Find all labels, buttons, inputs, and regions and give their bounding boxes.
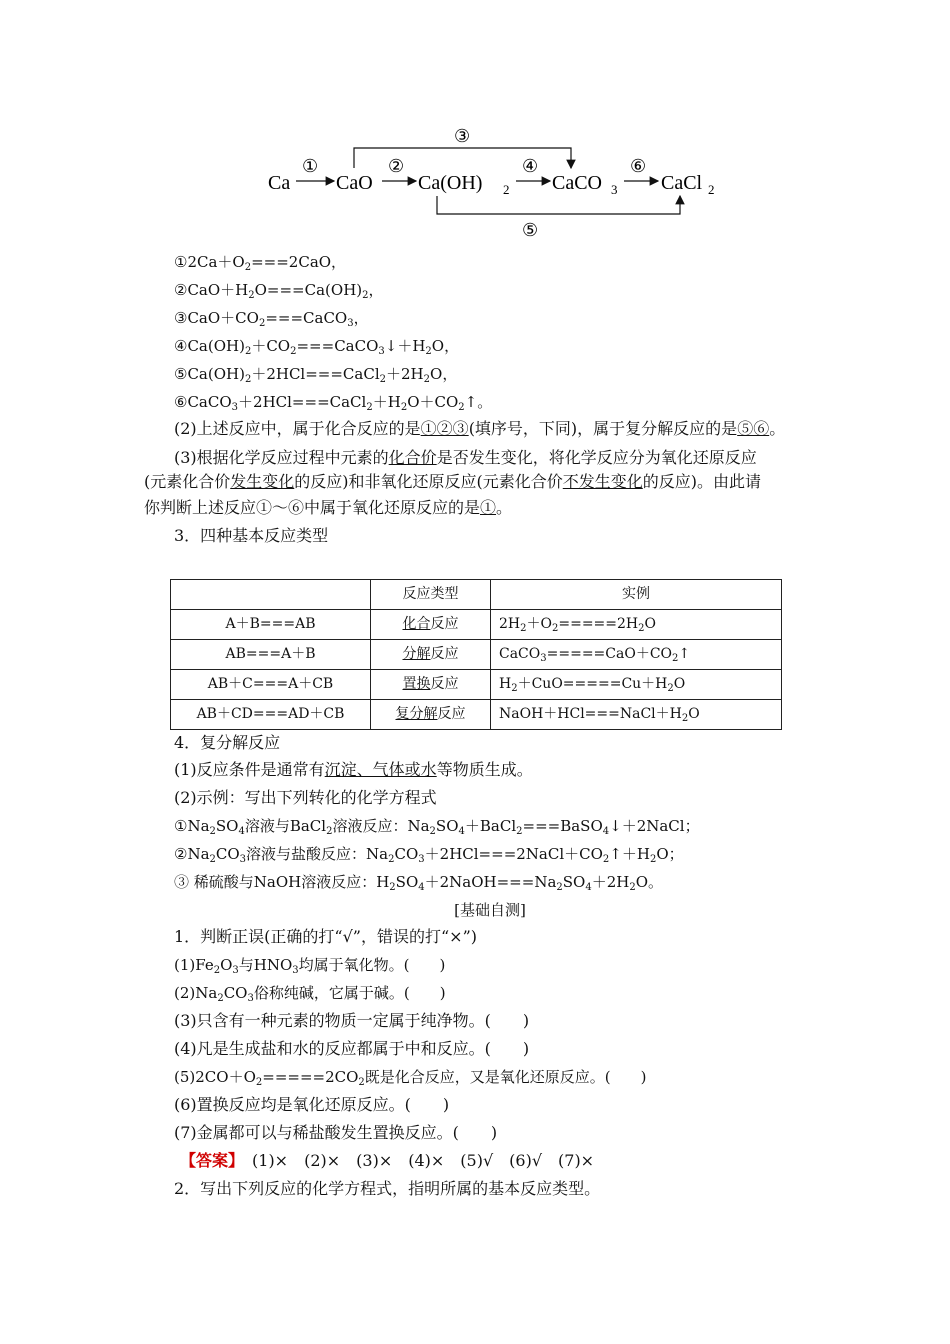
question-1-item: $(5)2CO+O_2=====2CO_2$既是化合反应，又是氧化还原反应。( ) (174, 1068, 647, 1088)
table-cell-type: 分解反应 (371, 640, 491, 670)
paragraph-3-line2: (元素化合价发生变化的反应)和非氧化还原反应(元素化合价不发生变化的反应)。由此请 (144, 472, 762, 491)
table-cell-type: 置换反应 (371, 670, 491, 700)
section-4-p1: (1)反应条件是通常有沉淀、气体或水等物质生成。 (174, 760, 533, 779)
table-row (171, 700, 782, 730)
equation-5: $⑤Ca(OH)_2+2HCl===CaCl_2+2H_2O$， (174, 365, 458, 385)
table-cell-type: 复分解反应 (371, 700, 491, 730)
species-caco3-sub: 3 (611, 182, 618, 197)
table-row (171, 640, 782, 670)
paragraph-2: (2)上述反应中，属于化合反应的是①②③(填序号，下同)，属于复分解反应的是⑤⑥。 (174, 419, 786, 438)
label-r1: ① (302, 156, 319, 176)
question-1-title: 1．判断正误(正确的打“√”，错误的打“×”) (174, 927, 477, 946)
species-cacl2: CaCl (661, 172, 703, 194)
equation-1: $①2Ca+O_2===2CaO$， (174, 253, 347, 273)
table-header-cell (171, 580, 371, 610)
species-ca: Ca (268, 172, 291, 194)
equation-4: $④Ca(OH)_2+CO_2===CaCO_3↓+H_2O$， (174, 337, 460, 357)
species-cao: CaO (336, 172, 373, 194)
paragraph-3-line1: (3)根据化学反应过程中元素的化合价是否发生变化，将化学反应分为氧化还原反应 (174, 448, 757, 467)
section-3-title: 3．四种基本反应类型 (174, 526, 329, 545)
section-4-p2: (2)示例：写出下列转化的化学方程式 (174, 788, 437, 807)
answer-line: 【答案】 (1)× (2)× (3)× (4)× (5)√ (6)√ (7)× (180, 1151, 595, 1170)
table-row (171, 610, 782, 640)
question-1-item: $(1)Fe_2O_3$与$HNO_3$均属于氧化物。( ) (174, 956, 446, 976)
table-cell-type: 化合反应 (371, 610, 491, 640)
table-cell-example: $2H_2+O_2=====2H_2O$ (491, 610, 782, 640)
species-cacl2-sub: 2 (708, 182, 715, 197)
section-4-example-2: $②Na_2CO_3$溶液与盐酸反应：$Na_2CO_3+2HCl===2NaCl+CO_2↑+H_2O$； (174, 845, 684, 865)
table-header-row (171, 580, 782, 610)
table-cell-form: AB＋C===A＋CB (171, 670, 371, 700)
section-4-example-3: ③ 稀硫酸与NaOH溶液反应：$H_2SO_4+2NaOH===Na_2SO_4+2H_2O$。 (174, 873, 664, 893)
question-1-item: (6)置换反应均是氧化还原反应。( ) (174, 1095, 450, 1114)
arrow-r5 (437, 196, 680, 214)
table-header-cell: 反应类型 (371, 580, 491, 610)
answer-tag: 【答案】 (180, 1151, 237, 1170)
question-1-item: (4)凡是生成盐和水的反应都属于中和反应。( ) (174, 1039, 530, 1058)
reaction-types-table (170, 579, 782, 730)
label-r5: ⑤ (522, 220, 539, 240)
reaction-scheme (250, 118, 730, 243)
selftest-heading: [基础自测] (454, 901, 526, 919)
table-cell-form: A＋B===AB (171, 610, 371, 640)
equation-3: $③CaO+CO_2===CaCO_3$， (174, 309, 369, 329)
label-r3: ③ (454, 126, 471, 146)
table-cell-form: AB＋CD===AD＋CB (171, 700, 371, 730)
question-1-item: $(2)Na_2CO_3$俗称纯碱，它属于碱。( ) (174, 984, 446, 1004)
section-4-title: 4．复分解反应 (174, 733, 281, 752)
label-r6: ⑥ (630, 156, 647, 176)
table-cell-example: $H_2+CuO=====Cu+H_2O$ (491, 670, 782, 700)
question-1-item: (3)只含有一种元素的物质一定属于纯净物。( ) (174, 1011, 530, 1030)
species-caco3: CaCO (552, 172, 602, 194)
question-2-title: 2．写出下列反应的化学方程式，指明所属的基本反应类型。 (174, 1179, 601, 1198)
question-1-item: (7)金属都可以与稀盐酸发生置换反应。( ) (174, 1123, 498, 1142)
table-cell-example: $NaOH+HCl===NaCl+H_2O$ (491, 700, 782, 730)
table-row (171, 670, 782, 700)
table-cell-form: AB===A＋B (171, 640, 371, 670)
label-r4: ④ (522, 156, 539, 176)
paragraph-3-line3: 你判断上述反应①～⑥中属于氧化还原反应的是①。 (144, 498, 513, 517)
label-r2: ② (388, 156, 405, 176)
table-cell-example: $CaCO_3=====CaO+CO_2↑$ (491, 640, 782, 670)
arrow-r3 (354, 148, 571, 168)
equation-6: $⑥CaCO_3+2HCl===CaCl_2+H_2O+CO_2↑$。 (174, 393, 493, 413)
species-caoh2: Ca(OH) (418, 172, 483, 194)
table-header-cell: 实例 (491, 580, 782, 610)
species-caoh2-sub: 2 (503, 182, 510, 197)
section-4-example-1: $①Na_2SO_4$溶液与BaCl$_2$溶液反应：$Na_2SO_4+BaCl_2===BaSO_4↓+2NaCl$； (174, 817, 700, 837)
equation-2: $②CaO+H_2O===Ca(OH)_2$， (174, 281, 384, 301)
